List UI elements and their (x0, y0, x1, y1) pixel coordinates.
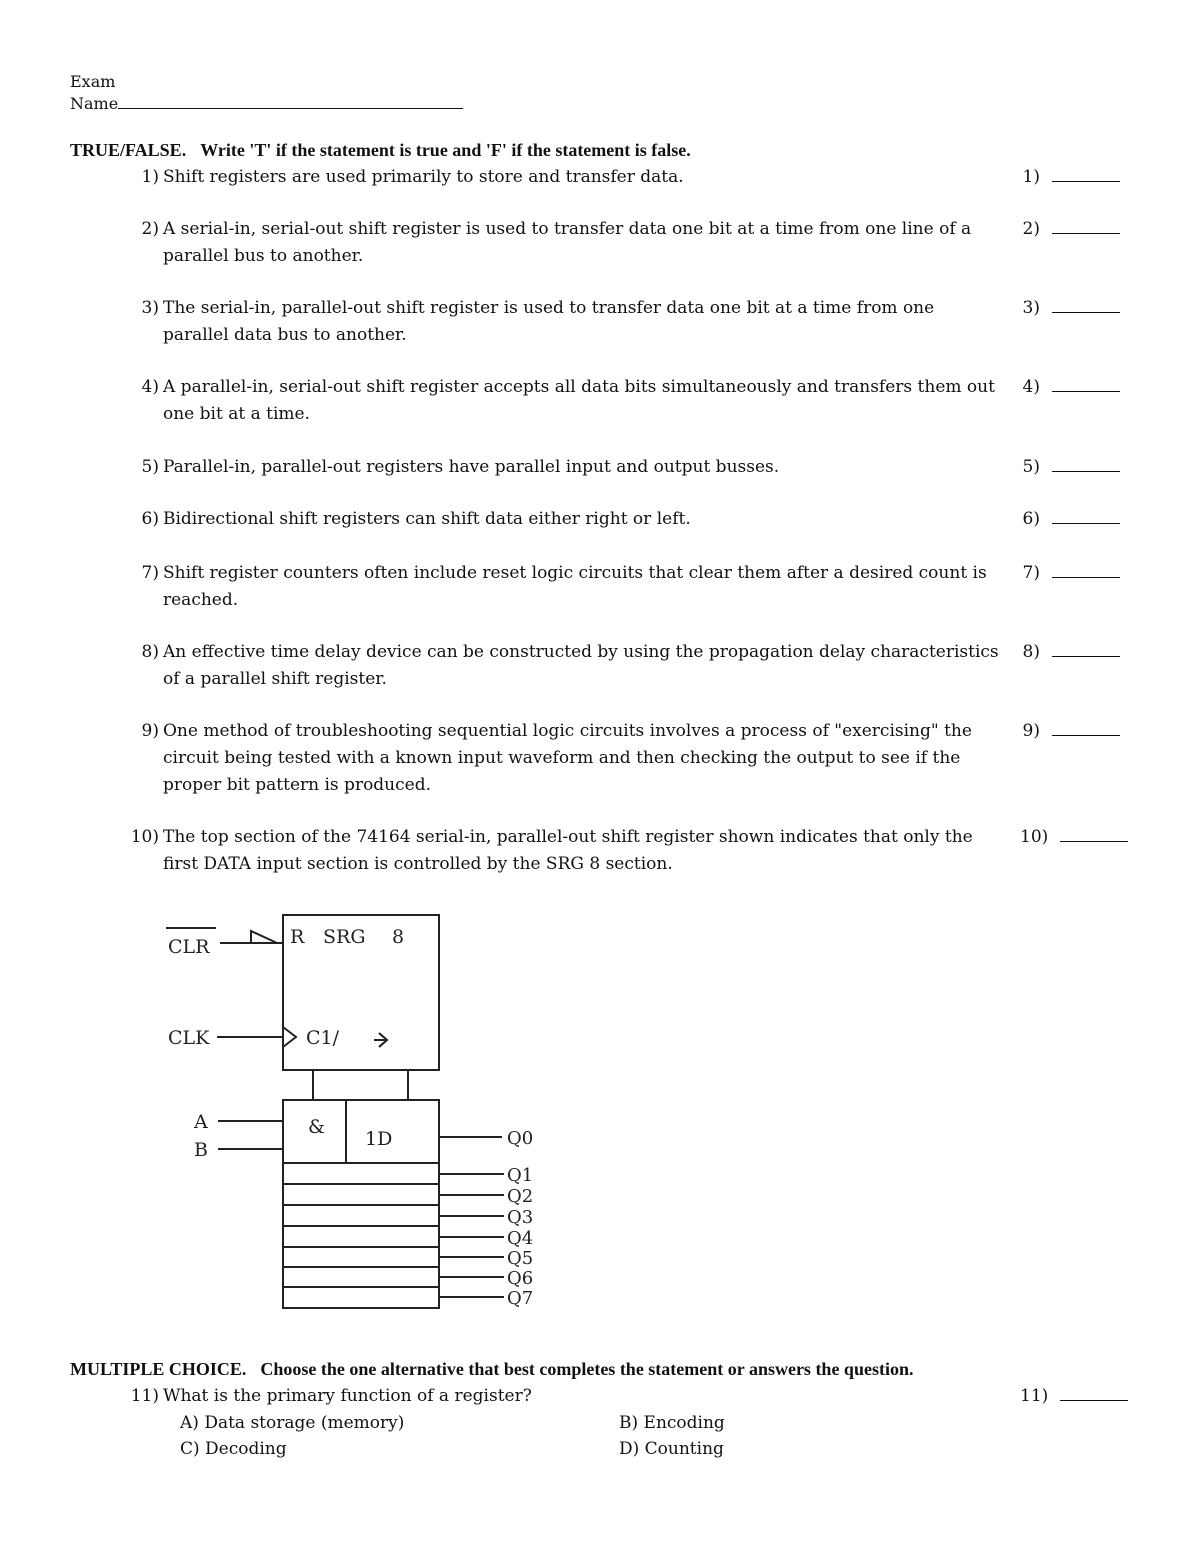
answer-3[interactable] (1020, 295, 1120, 322)
d-label: 1D (365, 1128, 393, 1150)
question-5 (124, 454, 1004, 481)
answer-blank[interactable] (1060, 827, 1128, 842)
answer-blank[interactable] (1052, 298, 1120, 313)
answer-number: 1) (1022, 167, 1040, 187)
question-1 (124, 164, 1004, 191)
option-c[interactable]: C) Decoding (180, 1439, 287, 1459)
answer-2[interactable] (1020, 216, 1120, 243)
answer-blank[interactable] (1052, 377, 1120, 392)
question-text: The top section of the 74164 serial-in, parallel-out shift register shown indicates that only the first DATA input section is controlled by the SRG 8 section. (163, 827, 973, 874)
shift-register-diagram (160, 903, 550, 1328)
option-d[interactable]: D) Counting (619, 1439, 724, 1459)
answer-number: 6) (1022, 509, 1040, 529)
question-text: Shift register counters often include reset logic circuits that clear them after a desired count is reached. (163, 563, 987, 610)
answer-blank[interactable] (1052, 167, 1120, 182)
reset-indicator (251, 931, 277, 943)
output-q7-label: Q7 (507, 1288, 534, 1309)
name-field[interactable] (118, 94, 463, 109)
question-3 (124, 295, 1004, 349)
question-number: 6) (141, 509, 159, 529)
question-9 (124, 718, 1004, 799)
question-text: The serial-in, parallel-out shift register is used to transfer data one bit at a time from one parallel data bus to another. (163, 298, 935, 345)
question-10 (124, 824, 1004, 878)
answer-number: 3) (1022, 298, 1040, 318)
question-11 (124, 1383, 1004, 1410)
true-false-title: TRUE/FALSE. (70, 140, 187, 160)
answer-number: 8) (1022, 642, 1040, 662)
answer-number: 11) (1020, 1386, 1049, 1406)
input-b-label: B (194, 1139, 208, 1161)
answer-number: 4) (1022, 377, 1040, 397)
multiple-choice-title: MULTIPLE CHOICE. (70, 1359, 247, 1379)
answer-blank[interactable] (1052, 219, 1120, 234)
true-false-heading (70, 140, 691, 161)
output-q5-label: Q5 (507, 1248, 534, 1269)
question-6 (124, 506, 1004, 533)
option-a[interactable]: A) Data storage (memory) (180, 1413, 405, 1433)
question-text: An effective time delay device can be constructed by using the propagation delay characteristics of a parallel shift register. (163, 642, 999, 689)
answer-4[interactable] (1020, 374, 1120, 401)
question-text: What is the primary function of a register? (163, 1386, 532, 1406)
question-text: A serial-in, serial-out shift register is used to transfer data one bit at a time from one line of a parallel bus to another. (163, 219, 972, 266)
question-number: 10) (130, 827, 159, 847)
question-number: 9) (141, 721, 159, 741)
question-7 (124, 560, 1004, 614)
question-text: Bidirectional shift registers can shift data either right or left. (163, 509, 691, 529)
question-number: 7) (141, 563, 159, 583)
output-q4-label: Q4 (507, 1228, 534, 1249)
question-number: 3) (141, 298, 159, 318)
answer-blank[interactable] (1052, 509, 1120, 524)
multiple-choice-heading (70, 1359, 913, 1380)
answer-number: 5) (1022, 457, 1040, 477)
srg-count: 8 (392, 926, 405, 948)
first-stage-block (283, 1100, 439, 1163)
option-b[interactable]: B) Encoding (619, 1413, 725, 1433)
question-text: One method of troubleshooting sequential logic circuits involves a process of "exercising" the circuit being tested with a known input waveform and then checking the output to see if the proper bit pattern is produced. (163, 721, 972, 795)
answer-blank[interactable] (1052, 563, 1120, 578)
question-number: 8) (141, 642, 159, 662)
exam-label: Exam (70, 72, 116, 91)
question-number: 1) (141, 167, 159, 187)
name-label: Name (70, 94, 119, 113)
answer-number: 10) (1020, 827, 1049, 847)
output-q1-label: Q1 (507, 1165, 534, 1186)
answer-blank[interactable] (1060, 1386, 1128, 1401)
name-line (70, 94, 463, 114)
question-number: 4) (141, 377, 159, 397)
question-number: 2) (141, 219, 159, 239)
question-2 (124, 216, 1004, 270)
output-q0-label: Q0 (507, 1128, 534, 1149)
true-false-instruction: Write 'T' if the statement is true and 'F' if the statement is false. (200, 140, 691, 160)
multiple-choice-instruction: Choose the one alternative that best completes the statement or answers the question. (260, 1359, 914, 1379)
output-q2-label: Q2 (507, 1186, 534, 1207)
question-text: A parallel-in, serial-out shift register accepts all data bits simultaneously and transfers them out one bit at a time. (163, 377, 995, 424)
answer-8[interactable] (1020, 639, 1120, 666)
answer-5[interactable] (1020, 454, 1120, 481)
answer-blank[interactable] (1052, 457, 1120, 472)
r-label: R (290, 926, 305, 948)
c1-label: C1/ (306, 1027, 340, 1049)
question-number: 11) (130, 1386, 159, 1406)
shift-arrow-icon (374, 1033, 387, 1047)
answer-1[interactable] (1020, 164, 1120, 191)
answer-blank[interactable] (1052, 721, 1120, 736)
answer-6[interactable] (1020, 506, 1120, 533)
clock-indicator (283, 1027, 296, 1047)
output-q3-label: Q3 (507, 1207, 534, 1228)
answer-number: 2) (1022, 219, 1040, 239)
answer-number: 9) (1022, 721, 1040, 741)
clr-label: CLR (168, 936, 210, 958)
answer-9[interactable] (1020, 718, 1120, 745)
output-q6-label: Q6 (507, 1268, 534, 1289)
answer-10[interactable] (1020, 824, 1120, 851)
answer-blank[interactable] (1052, 642, 1120, 657)
clk-label: CLK (168, 1027, 210, 1049)
question-number: 5) (141, 457, 159, 477)
srg-label: SRG (323, 926, 366, 948)
input-a-label: A (194, 1111, 208, 1133)
and-label: & (308, 1116, 325, 1138)
answer-7[interactable] (1020, 560, 1120, 587)
question-text: Shift registers are used primarily to store and transfer data. (163, 167, 684, 187)
answer-11[interactable] (1020, 1383, 1120, 1410)
answer-number: 7) (1022, 563, 1040, 583)
question-4 (124, 374, 1004, 428)
question-text: Parallel-in, parallel-out registers have parallel input and output busses. (163, 457, 780, 477)
question-8 (124, 639, 1004, 693)
